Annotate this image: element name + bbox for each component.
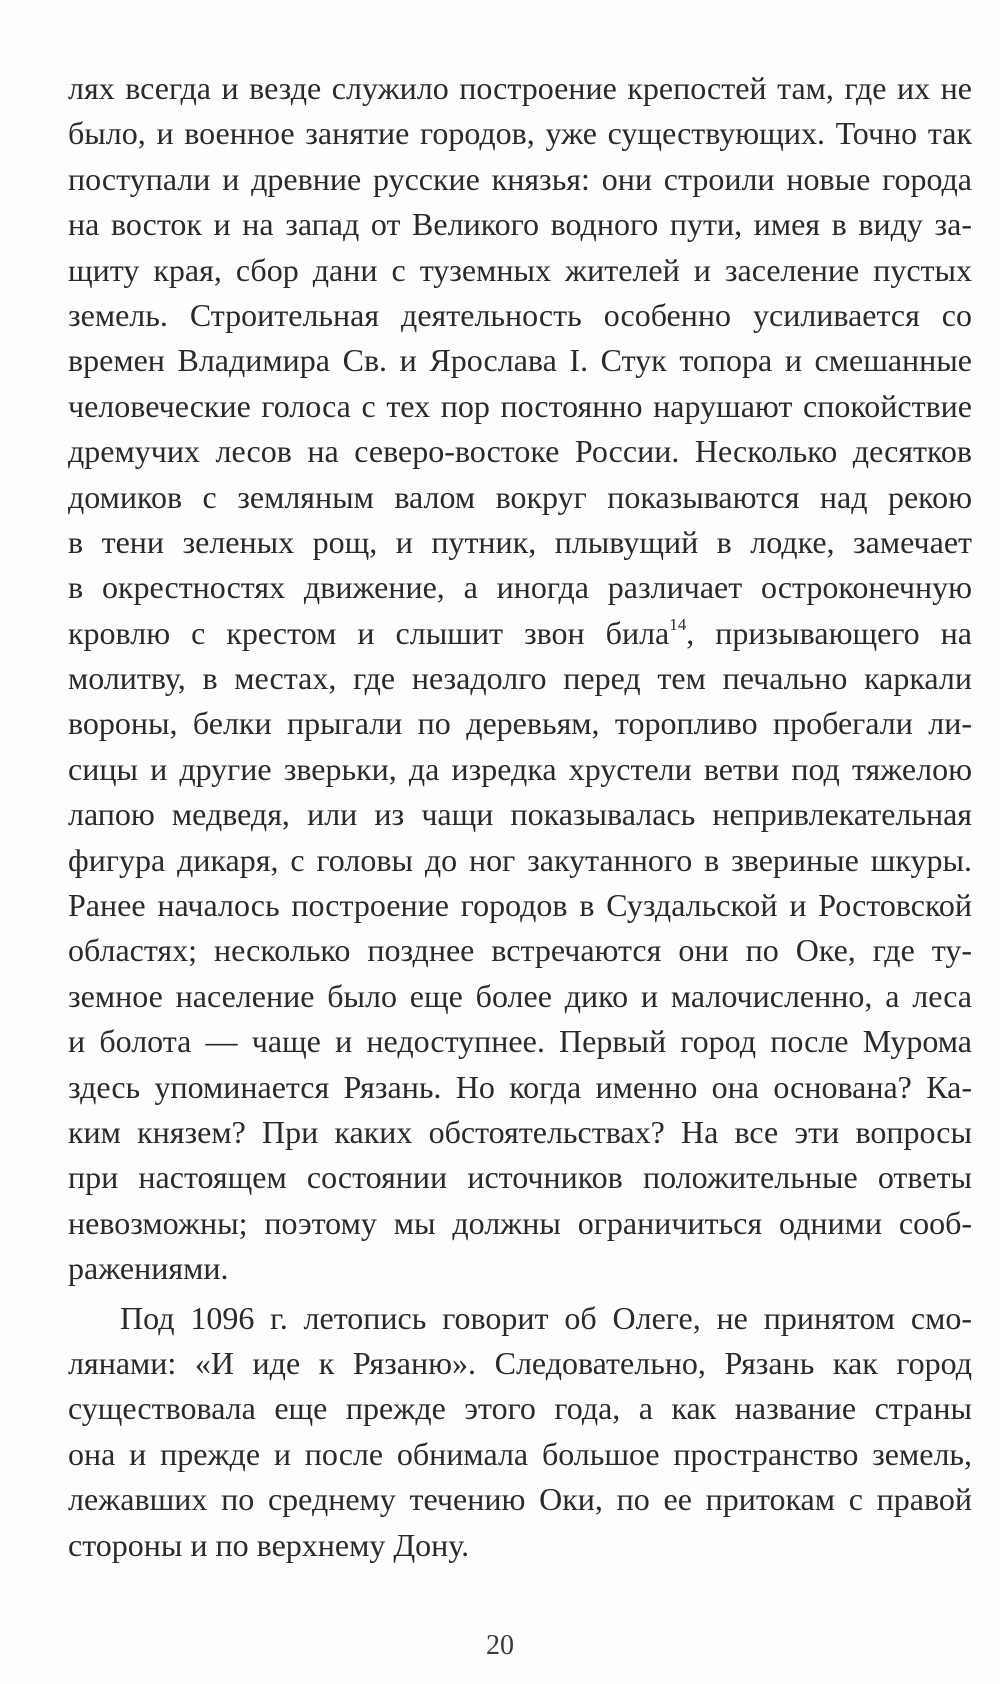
text-line: лапою медведя, или из чащи показывалась непривлекательная	[68, 796, 972, 833]
text-line: времен Владимира Св. и Ярослава I. Стук топора и смешанные	[68, 342, 972, 379]
text-segment: кровлю с крестом и слышит звон била	[68, 614, 670, 651]
text-line: молитву, в местах, где незадолго перед тем печально каркали	[68, 660, 972, 697]
text-line: ким князем? При каких обстоятельствах? На все эти вопросы	[68, 1113, 972, 1150]
paragraph-1	[68, 66, 972, 1292]
footnote-reference: 14	[669, 614, 687, 634]
text-line: было, и военное занятие городов, уже существующих. Точно так	[68, 115, 972, 152]
text-line: невозможны; поэтому мы должны ограничиться одними сооб-	[68, 1204, 972, 1241]
text-line: фигура дикаря, с головы до ног закутанного в звериные шкуры.	[68, 841, 972, 878]
text-line: лях всегда и везде служило построение крепостей там, где их не	[68, 70, 972, 106]
text-line: на восток и на запад от Великого водного пути, имея в виду за-	[68, 206, 972, 243]
text-line-with-footnote	[68, 611, 972, 656]
body-text	[68, 66, 972, 1568]
text-line: лянами: «И иде к Рязаню». Следовательно, Рязань как город	[68, 1344, 972, 1381]
text-line: стороны и по верхнему Дону.	[68, 1526, 470, 1563]
text-line: земное население было еще более дико и малочисленно, а леса	[68, 977, 972, 1014]
text-line: лежавших по среднему течению Оки, по ее притокам с правой	[68, 1481, 972, 1518]
paragraph-2	[68, 1296, 972, 1568]
text-line: в окрестностях движение, а иногда различает остроконечную	[68, 569, 972, 606]
text-line: дремучих лесов на северо-востоке России. Несколько десятков	[68, 433, 972, 470]
text-line: Под 1096 г. летопись говорит об Олеге, не принятом смо-	[120, 1299, 972, 1336]
page-number: 20	[486, 1630, 514, 1661]
text-line: здесь упоминается Рязань. Но когда именно она основана? Ка-	[68, 1068, 972, 1105]
text-line: поступали и древние русские князья: они строили новые города	[68, 160, 972, 197]
text-line: домиков с земляным валом вокруг показываются над рекою	[68, 478, 972, 515]
text-line: сицы и другие зверьки, да изредка хрустели ветви под тяжелою	[68, 750, 972, 787]
text-line: она и прежде и после обнимала большое пространство земель,	[68, 1435, 972, 1472]
text-line: ражениями.	[68, 1250, 229, 1287]
text-line: человеческие голоса с тех пор постоянно нарушают спокойствие	[68, 387, 972, 424]
text-line: в тени зеленых рощ, и путник, плывущий в лодке, замечает	[68, 523, 972, 560]
text-line: щиту края, сбор дани с туземных жителей и заселение пустых	[68, 251, 972, 288]
text-line: при настоящем состоянии источников положительные ответы	[68, 1159, 972, 1196]
text-segment: , призывающего на	[686, 614, 973, 651]
text-line: и болота — чаще и недоступнее. Первый город после Мурома	[68, 1023, 972, 1060]
text-line: вороны, белки прыгали по деревьям, торопливо пробегали ли-	[68, 705, 972, 742]
text-line: Ранее началось построение городов в Суздальской и Ростовской	[68, 887, 972, 924]
text-line: земель. Строительная деятельность особенно усиливается со	[68, 296, 972, 333]
text-line: существовала еще прежде этого года, а как название страны	[68, 1390, 972, 1427]
text-line: областях; несколько позднее встречаются они по Оке, где ту-	[68, 932, 972, 969]
